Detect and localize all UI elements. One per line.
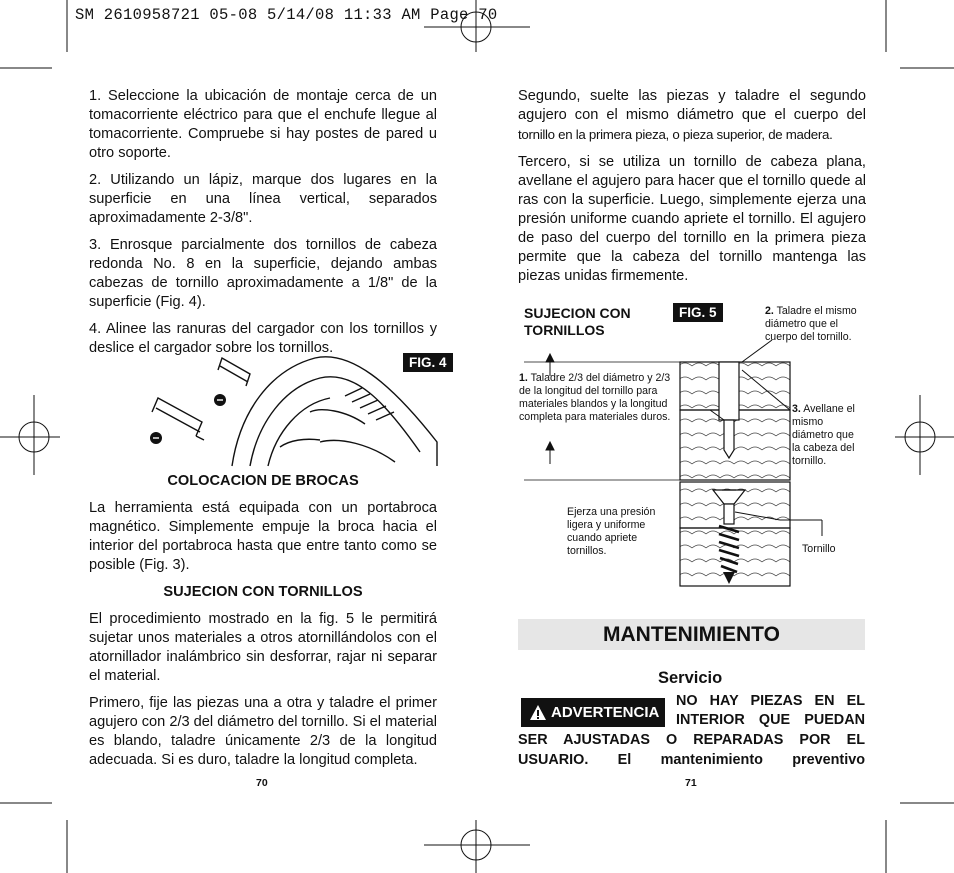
fig5-callout-pressure: Ejerza una presión ligera y uniforme cuando apriete tornillos. — [567, 506, 656, 557]
fig5-callout-1 — [519, 372, 684, 424]
warning-triangle-icon — [529, 704, 547, 721]
paragraph-segundo-condensed: tornillo en la primera pieza, o pieza superior, de madera. — [518, 127, 833, 142]
paragraph-tercero: Tercero, si se utiliza un tornillo de cabeza plana, avellane el agujero para hacer que el tornillo quede al ras con la superficie. Luego, simplemente ejerza una presión uniforme cuando apriete el tornillo. El agujero de paso del cuerpo del tornillo en la primera pieza permite que la cabeza del tornillo mantenga las piezas unidas firmemente. — [518, 154, 866, 284]
fig5-callout-2 — [765, 305, 870, 344]
heading-sujecion: SUJECION CON TORNILLOS — [163, 584, 363, 600]
fig5-tag: FIG. 5 — [673, 303, 723, 322]
heading-brocas: COLOCACION DE BROCAS — [167, 473, 359, 489]
warning-line-4: USUARIO. El mantenimiento preventivo — [518, 752, 865, 768]
fig5-title: SUJECION CON TORNILLOS — [524, 305, 631, 338]
step-3: 3. Enrosque parcialmente dos tornillos de cabeza redonda No. 8 en la superficie, dejando ambas cabezas de tornillo aproximadamente a 1/8" de la superficie (Fig. 4). — [89, 237, 437, 310]
paragraph-primero: Primero, fije las piezas una a otra y taladre el primer agujero con 2/3 del diámetro del tornillo. Si el material es blando, taladre únicamente 2/3 de la longitud adecuada. Si es duro, taladre la longitud completa. — [89, 695, 438, 768]
step-2: 2. Utilizando un lápiz, marque dos lugares en la superficie en una línea vertical, separados aproximadamente 2-3/8". — [89, 172, 437, 226]
step-4: 4. Alinee las ranuras del cargador con los tornillos y deslice el cargador sobre los tornillos. — [89, 321, 437, 356]
print-slug: SM 2610958721 05-08 5/14/08 11:33 AM Page 70 — [75, 6, 498, 24]
left-column-lower — [89, 472, 437, 778]
callout-3-text: Avellane el mismo diámetro que la cabeza del tornillo. — [792, 403, 855, 467]
heading-servicio: Servicio — [658, 669, 723, 687]
callout-3-number: 3. — [792, 403, 801, 415]
callout-1-text: Taladre 2/3 del diámetro y 2/3 de la longitud del tornillo para materiales blandos y la longitud completa para materiales duros. — [519, 372, 671, 423]
warning-line-2: INTERIOR QUE PUEDAN — [676, 712, 865, 728]
warning-line-1: NO HAY PIEZAS EN EL — [676, 693, 865, 709]
fig5-callout-3 — [792, 403, 864, 468]
fig5-callout-tornillo: Tornillo — [802, 543, 836, 555]
callout-2-number: 2. — [765, 305, 774, 317]
warning-line-3: SER AJUSTADAS O REPARADAS POR EL — [518, 732, 865, 748]
paragraph-brocas: La herramienta está equipada con un portabroca magnético. Simplemente empuje la broca hacia el interior del portabroca hasta que entre tanto como se posible (Fig. 3). — [89, 500, 437, 573]
left-column — [89, 87, 437, 366]
step-1: 1. Seleccione la ubicación de montaje cerca de un tomacorriente eléctrico para que el enchufe llegue al tomacorriente. Compruebe si hay postes de pared u otro soporte. — [89, 88, 437, 161]
heading-mantenimiento: MANTENIMIENTO — [518, 619, 865, 650]
callout-2-text: Taladre el mismo diámetro que el cuerpo del tornillo. — [765, 305, 857, 343]
paragraph-segundo: Segundo, suelte las piezas y taladre el segundo agujero con el mismo diámetro que el cuerpo del — [518, 88, 866, 123]
fig4-tag: FIG. 4 — [403, 353, 453, 372]
fig4-charger-illustration — [140, 352, 440, 468]
page-number-right: 71 — [685, 777, 697, 789]
paragraph-sujecion: El procedimiento mostrado en la fig. 5 le permitirá sujetar unos materiales a otros atornillándolos con el atornillador inalámbrico sin desforrar, rajar ni separar el material. — [89, 611, 437, 684]
advertencia-badge — [521, 698, 665, 727]
page-number-left: 70 — [256, 777, 268, 789]
right-column — [518, 87, 866, 294]
advertencia-label: ADVERTENCIA — [551, 704, 660, 721]
callout-1-number: 1. — [519, 372, 528, 384]
